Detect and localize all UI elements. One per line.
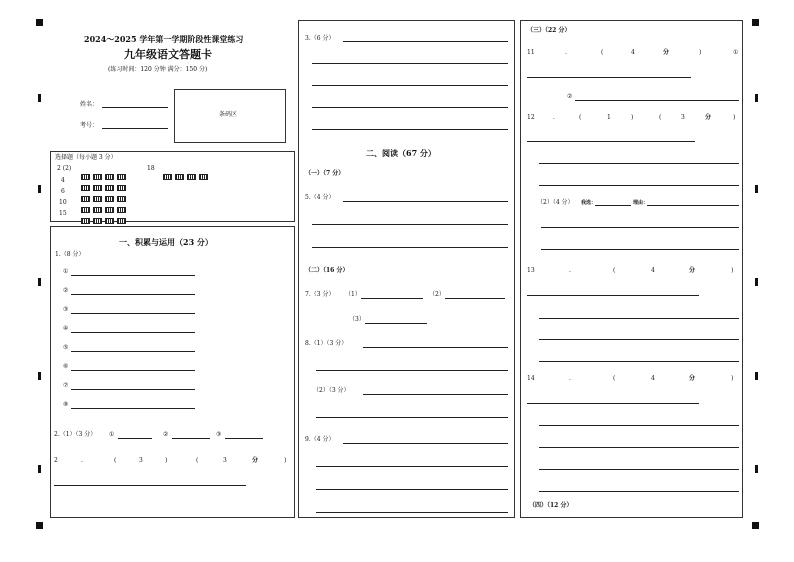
- choice-row-1: [57, 166, 74, 172]
- q2-1-opt-1: ①: [109, 431, 115, 438]
- q14-paren: ): [731, 375, 734, 382]
- choice-num: 10: [59, 199, 67, 206]
- q13-paren: (: [613, 267, 616, 274]
- q11-paren: ): [699, 49, 702, 56]
- q1-line-4[interactable]: [71, 332, 195, 333]
- q7-line-1[interactable]: [361, 298, 423, 299]
- q7-line-3[interactable]: [365, 323, 427, 324]
- q7-part-3: （3）: [349, 316, 365, 323]
- q13-line-1[interactable]: [527, 295, 699, 296]
- q1-item-8: ⑧: [63, 401, 69, 408]
- q1-item-5: ⑤: [63, 344, 69, 351]
- barcode-label: 条码区: [219, 111, 238, 118]
- q3-line-3[interactable]: [312, 85, 508, 86]
- timing-mark-left-2: [38, 185, 41, 193]
- q2-1-opt-3: ③: [216, 431, 222, 438]
- section-two-title: 二、阅读（67 分）: [366, 148, 436, 158]
- q1-line-5[interactable]: [71, 351, 195, 352]
- q2-2-line[interactable]: [54, 485, 246, 486]
- q9-line-1[interactable]: [343, 443, 508, 444]
- choice-bubbles-extra[interactable]: [163, 166, 211, 185]
- q7-part-1: （1）: [345, 291, 361, 298]
- id-label: 考号：: [80, 122, 99, 129]
- q14-line-3[interactable]: [539, 447, 739, 448]
- choice-row-3: [61, 189, 65, 195]
- exam-title: 2024～2025 学年第一学期阶段性课堂练习: [84, 34, 244, 44]
- q5-line-3[interactable]: [312, 247, 508, 248]
- q3-line-1[interactable]: [343, 41, 508, 42]
- alignment-mark-bottom-left: [36, 522, 43, 529]
- choice-num: 2 (2): [57, 165, 72, 172]
- q12-2-label: （2）（4 分）: [537, 199, 574, 206]
- timing-mark-left-4: [38, 372, 41, 380]
- q8-2-line-2[interactable]: [316, 417, 508, 418]
- q14-fen: 分: [689, 375, 696, 382]
- q8-1-line-1[interactable]: [363, 347, 508, 348]
- q2-2-dot: .: [81, 457, 83, 464]
- q13-line-3[interactable]: [539, 339, 739, 340]
- q2-2-fen: 分: [252, 457, 259, 464]
- q13-line-2[interactable]: [539, 318, 739, 319]
- q12-fen: 分: [705, 114, 712, 121]
- q14-line-5[interactable]: [539, 491, 739, 492]
- q2-1-opt-2: ②: [163, 431, 169, 438]
- choice-row-4: [59, 200, 67, 206]
- q2-1-line-3[interactable]: [225, 438, 263, 439]
- timing-mark-left-5: [38, 465, 41, 473]
- q2-2-value: 3: [139, 457, 143, 464]
- q12-dot: .: [553, 114, 555, 121]
- q11-line-2[interactable]: [575, 100, 739, 101]
- q13-num: 13: [527, 267, 535, 274]
- q9-label: 9.（4 分）: [305, 436, 335, 443]
- q12-2-choice-label: 我选：: [581, 200, 597, 206]
- q3-line-5[interactable]: [312, 129, 508, 130]
- q2-2-paren: ): [165, 457, 168, 464]
- q11-dot: .: [565, 49, 567, 56]
- q5-line-2[interactable]: [312, 224, 508, 225]
- q14-score: 4: [651, 375, 655, 382]
- q12-paren: ): [631, 114, 634, 121]
- exam-info: (练习时间：120 分钟 满分：150 分): [108, 66, 208, 73]
- q3-line-4[interactable]: [312, 107, 508, 108]
- timing-mark-right-4: [755, 372, 758, 380]
- q12-paren: ): [733, 114, 736, 121]
- q8-1-line-2[interactable]: [316, 370, 508, 371]
- q1-line-7[interactable]: [71, 389, 195, 390]
- q3-label: 3.（6 分）: [305, 35, 335, 42]
- q14-paren: (: [613, 375, 616, 382]
- choice-num: 6: [61, 188, 65, 195]
- id-field[interactable]: [102, 128, 168, 129]
- q12-score: 3: [681, 114, 685, 121]
- choice-section: [50, 151, 295, 222]
- q2-2-paren: ): [284, 457, 287, 464]
- q3-line-2[interactable]: [312, 63, 508, 64]
- q11-circle-2: ②: [567, 93, 573, 100]
- q8-1-label: 8.（1）（3 分）: [305, 340, 348, 347]
- choice-title: 选择题（每小题 3 分）: [55, 154, 117, 161]
- choice-row-5: [59, 211, 67, 217]
- name-field[interactable]: [102, 107, 168, 108]
- q12-value: 1: [607, 114, 611, 121]
- q12-paren: (: [579, 114, 582, 121]
- alignment-mark-bottom-right: [752, 522, 759, 529]
- q14-line-1[interactable]: [527, 403, 699, 404]
- q1-item-2: ②: [63, 287, 69, 294]
- q1-item-7: ⑦: [63, 382, 69, 389]
- q2-2-num: 2: [54, 457, 58, 464]
- sub-section-1: （一）（7 分）: [305, 170, 345, 177]
- q7-line-2[interactable]: [445, 298, 505, 299]
- q1-line-2[interactable]: [71, 294, 195, 295]
- q11-score: 4: [631, 49, 635, 56]
- q1-line-1[interactable]: [71, 275, 195, 276]
- sub-section-2: （二）（16 分）: [305, 267, 349, 274]
- q11-num: 11: [527, 49, 535, 56]
- sub-section-4: （四）（12 分）: [529, 502, 573, 509]
- q12-line-1[interactable]: [527, 141, 695, 142]
- q12-2-choice-line[interactable]: [595, 205, 631, 206]
- q1-item-3: ③: [63, 306, 69, 313]
- q11-line-1[interactable]: [527, 77, 691, 78]
- q8-2-label: （2）（3 分）: [313, 387, 350, 394]
- q12-line-2[interactable]: [539, 163, 739, 164]
- q5-label: 5.（4 分）: [305, 194, 335, 201]
- q1-item-1: ①: [63, 268, 69, 275]
- timing-mark-right-3: [755, 278, 758, 286]
- q1-line-3[interactable]: [71, 313, 195, 314]
- column-three-box: [520, 20, 743, 518]
- timing-mark-left-1: [38, 94, 41, 102]
- q2-1-label: 2.（1）（3 分）: [54, 431, 97, 438]
- q7-part-2: （2）: [429, 291, 445, 298]
- q1-label: 1.（8 分）: [55, 251, 85, 258]
- q2-2-score: 3: [223, 457, 227, 464]
- q12-num: 12: [527, 114, 535, 121]
- q1-item-4: ④: [63, 325, 69, 332]
- q12-2-line-2[interactable]: [541, 227, 739, 228]
- q8-2-line-1[interactable]: [363, 394, 508, 395]
- q13-dot: .: [569, 267, 571, 274]
- q1-line-6[interactable]: [71, 370, 195, 371]
- q2-1-line-1[interactable]: [118, 438, 152, 439]
- q13-score: 4: [651, 267, 655, 274]
- q13-fen: 分: [689, 267, 696, 274]
- choice-num-extra: 18: [147, 165, 155, 172]
- alignment-mark-top-left: [36, 19, 43, 26]
- section-one-box: [50, 226, 295, 518]
- name-label: 姓名：: [80, 101, 99, 108]
- q9-line-4[interactable]: [316, 512, 508, 513]
- q7-label: 7.（3 分）: [305, 291, 335, 298]
- q14-line-2[interactable]: [539, 425, 739, 426]
- q12-2-line-3[interactable]: [541, 249, 739, 250]
- sub-section-3: （三）（22 分）: [527, 27, 571, 34]
- q9-line-3[interactable]: [316, 489, 508, 490]
- q12-2-reason-line[interactable]: [647, 205, 739, 206]
- q12-2-reason-label: 理由：: [633, 200, 649, 206]
- column-two-box: [298, 20, 515, 518]
- timing-mark-right-2: [755, 185, 758, 193]
- q14-num: 14: [527, 375, 535, 382]
- timing-mark-right-5: [755, 465, 758, 473]
- q9-line-2[interactable]: [316, 466, 508, 467]
- q13-paren: ): [731, 267, 734, 274]
- q5-line-1[interactable]: [343, 201, 508, 202]
- q11-circle-1: ①: [733, 49, 739, 56]
- choice-num: 15: [59, 210, 67, 217]
- q14-line-4[interactable]: [539, 469, 739, 470]
- q2-1-line-2[interactable]: [172, 438, 210, 439]
- card-title: 九年级语文答题卡: [124, 48, 212, 61]
- q14-dot: .: [569, 375, 571, 382]
- q12-paren: (: [659, 114, 662, 121]
- q11-paren: (: [601, 49, 604, 56]
- q2-2-paren: (: [114, 457, 117, 464]
- timing-mark-right-1: [755, 94, 758, 102]
- timing-mark-left-3: [38, 278, 41, 286]
- alignment-mark-top-right: [752, 19, 759, 26]
- q11-fen: 分: [663, 49, 670, 56]
- q13-line-4[interactable]: [539, 361, 739, 362]
- q1-line-8[interactable]: [71, 408, 195, 409]
- choice-num: 4: [61, 177, 65, 184]
- q12-line-3[interactable]: [539, 185, 739, 186]
- section-one-title: 一、积累与运用（23 分）: [119, 237, 213, 247]
- choice-row-2: [61, 178, 65, 184]
- q2-2-paren: (: [196, 457, 199, 464]
- q1-item-6: ⑥: [63, 363, 69, 370]
